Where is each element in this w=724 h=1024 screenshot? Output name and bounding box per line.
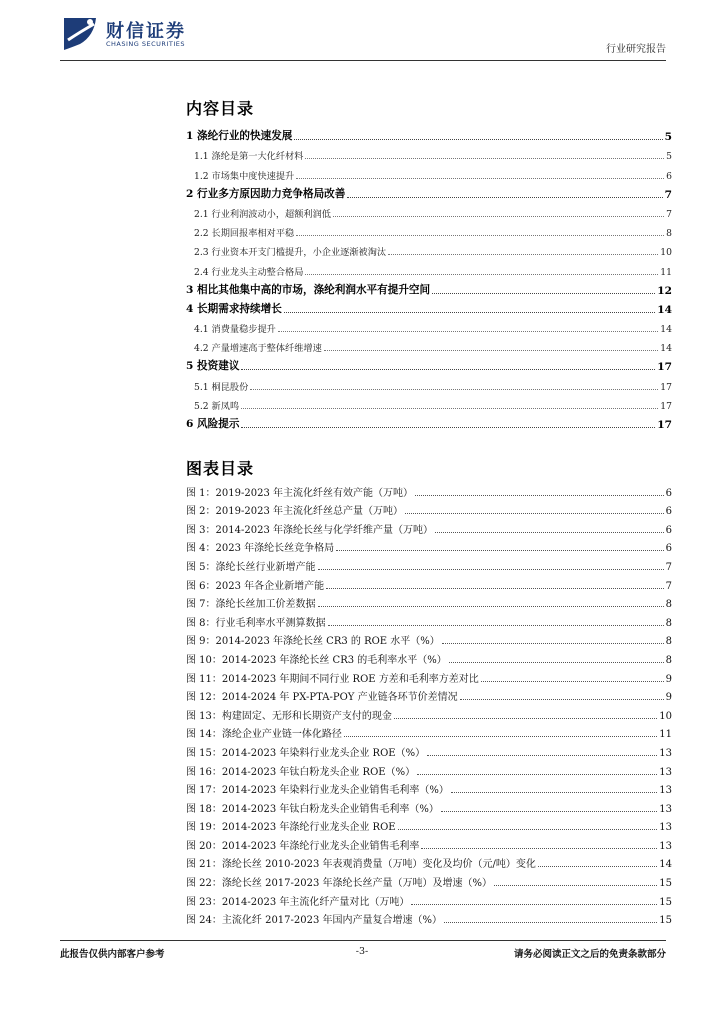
dot-leader (284, 304, 655, 313)
page-header (0, 0, 724, 70)
entry-title: 1.2 市场集中度快速提升 (194, 170, 295, 182)
toc-section-entry[interactable] (186, 143, 672, 162)
company-logo (60, 14, 190, 54)
figure-list-entry[interactable] (186, 908, 672, 927)
toc-chapter-entry[interactable] (186, 182, 672, 201)
entry-page-number: 14 (660, 324, 672, 336)
entry-title: 图 3：2014-2023 年涤纶长丝与化学纤维产量（万吨） (186, 524, 433, 536)
entry-title: 图 10：2014-2023 年涤纶长丝 CR3 的毛利率水平（%） (186, 654, 447, 666)
entry-page-number: 7 (665, 580, 672, 592)
entry-page-number: 8 (665, 617, 672, 629)
dot-leader (444, 914, 657, 923)
entry-title: 2 行业多方原因助力竞争格局改善 (186, 187, 346, 200)
dot-leader (421, 840, 657, 849)
toc-section-entry[interactable] (186, 258, 672, 277)
toc-section-entry[interactable] (186, 393, 672, 412)
dot-leader (460, 691, 664, 700)
toc-section-entry[interactable] (186, 373, 672, 392)
entry-title: 图 14：涤纶企业产业链一体化路径 (186, 729, 342, 741)
entry-page-number: 9 (665, 692, 672, 704)
entry-page-number: 7 (666, 208, 672, 220)
dot-leader (294, 131, 662, 140)
entry-page-number: 13 (659, 822, 672, 834)
figure-list-entry[interactable] (186, 610, 672, 629)
entry-title: 图 9：2014-2023 年涤纶长丝 CR3 的 ROE 水平（%） (186, 636, 440, 648)
dot-leader (296, 170, 664, 179)
entry-title: 1 涤纶行业的快速发展 (186, 130, 293, 143)
entry-page-number: 15 (659, 915, 672, 927)
dot-leader (432, 285, 655, 294)
entry-page-number: 12 (657, 284, 672, 297)
toc-section-entry[interactable] (186, 239, 672, 258)
toc-section-entry[interactable] (186, 201, 672, 220)
toc-section-entry[interactable] (186, 335, 672, 354)
dot-leader (435, 524, 664, 533)
entry-page-number: 8 (666, 228, 672, 240)
footer-divider (60, 940, 666, 941)
entry-page-number: 6 (666, 170, 672, 182)
entry-page-number: 11 (660, 266, 672, 278)
dot-leader (305, 266, 658, 275)
entry-page-number: 13 (659, 803, 672, 815)
entry-page-number: 6 (665, 543, 672, 555)
toc-chapter-entry[interactable] (186, 354, 672, 373)
entry-page-number: 8 (665, 599, 672, 611)
dot-leader (324, 342, 659, 351)
entry-title: 5.1 桐昆股份 (194, 381, 249, 393)
entry-title: 3 相比其他集中高的市场，涤纶利润水平有提升空间 (186, 283, 431, 296)
logo-chinese-name: 财信证券 (106, 21, 186, 42)
entry-title: 2.4 行业龙头主动整合格局 (194, 266, 304, 278)
entry-title: 2.3 行业资本开支门槛提升，小企业逐渐被淘汰 (194, 247, 387, 259)
figure-list-entry[interactable] (186, 536, 672, 555)
entry-title: 图 24：主流化纤 2017-2023 年国内产量复合增速（%） (186, 915, 443, 927)
entry-page-number: 6 (665, 524, 672, 536)
entry-title: 图 16：2014-2023 年钛白粉龙头企业 ROE（%） (186, 766, 416, 778)
dot-leader (481, 673, 664, 682)
entry-page-number: 6 (665, 487, 672, 499)
dot-leader (347, 189, 662, 198)
dot-leader (241, 419, 655, 428)
entry-page-number: 17 (657, 361, 672, 374)
dot-leader (398, 821, 658, 830)
entry-title: 图 1：2019-2023 年主流化纤丝有效产能（万吨） (186, 487, 413, 499)
dot-leader (451, 784, 657, 793)
figure-list-entry[interactable] (186, 852, 672, 871)
entry-title: 4.2 产量增速高于整体纤维增速 (194, 343, 322, 355)
entry-title: 图 8：行业毛利率水平测算数据 (186, 617, 326, 629)
entry-title: 图 13：构建固定、无形和长期资产支付的现金 (186, 710, 392, 722)
entry-title: 图 7：涤纶长丝加工价差数据 (186, 599, 316, 611)
figure-list-entry[interactable] (186, 480, 672, 499)
entry-title: 图 20：2014-2023 年涤纶行业龙头企业销售毛利率 (186, 840, 420, 852)
figure-list-entry[interactable] (186, 685, 672, 704)
entry-title: 图 12：2014-2024 年 PX-PTA-POY 产业链各环节价差情况 (186, 692, 458, 704)
dot-leader (494, 877, 657, 886)
figure-list-entry[interactable] (186, 889, 672, 908)
entry-title: 图 22：涤纶长丝 2017-2023 年涤纶长丝产量（万吨）及增速（%） (186, 878, 493, 890)
entry-page-number: 17 (657, 419, 672, 431)
entry-page-number: 5 (664, 131, 672, 144)
figure-list-entry[interactable] (186, 647, 672, 666)
entry-title: 4.1 消费量稳步提升 (194, 324, 276, 336)
entry-title: 图 5：涤纶长丝行业新增产能 (186, 561, 316, 573)
entry-title: 4 长期需求持续增长 (186, 302, 282, 315)
figure-list-entry[interactable] (186, 815, 672, 834)
entry-title: 图 23：2014-2023 年主流化纤产量对比（万吨） (186, 896, 410, 908)
figure-list-entry[interactable] (186, 666, 672, 685)
entry-page-number: 14 (657, 303, 672, 316)
entry-page-number: 13 (659, 766, 672, 778)
header-divider (60, 60, 666, 61)
dot-leader (538, 858, 657, 867)
entry-page-number: 6 (665, 506, 672, 518)
entry-page-number: 7 (665, 561, 672, 573)
figure-list-entry[interactable] (186, 554, 672, 573)
figure-list-entry[interactable] (186, 703, 672, 722)
toc-section-entry[interactable] (186, 316, 672, 335)
page-number: -3- (355, 946, 369, 957)
entry-title: 图 17：2014-2023 年染料行业龙头企业销售毛利率（%） (186, 785, 449, 797)
figure-list-entry[interactable] (186, 778, 672, 797)
entry-page-number: 11 (659, 729, 672, 741)
dot-leader (417, 766, 657, 775)
figure-list-entry[interactable] (186, 573, 672, 592)
entry-title: 图 15：2014-2023 年染料行业龙头企业 ROE（%） (186, 747, 426, 759)
figure-list-entry[interactable] (186, 499, 672, 518)
figure-list-entry[interactable] (186, 629, 672, 648)
entry-page-number: 8 (665, 636, 672, 648)
entry-title: 图 6：2023 年各企业新增产能 (186, 580, 325, 592)
footer-disclaimer-left: 此报告仅供内部客户参考 (60, 949, 165, 960)
dot-leader (326, 580, 663, 589)
dot-leader (305, 150, 664, 159)
dot-leader (344, 728, 657, 737)
list-of-figures (186, 480, 672, 926)
dot-leader (318, 598, 664, 607)
entry-page-number: 13 (659, 747, 672, 759)
entry-page-number: 8 (665, 654, 672, 666)
figure-list-entry[interactable] (186, 722, 672, 741)
entry-title: 图 4：2023 年涤纶长丝竞争格局 (186, 543, 335, 555)
entry-title: 5 投资建议 (186, 360, 240, 373)
toc-section-entry[interactable] (186, 162, 672, 181)
footer-disclaimer-right: 请务必阅读正文之后的免责条款部分 (513, 949, 666, 960)
figure-list-entry[interactable] (186, 796, 672, 815)
entry-page-number: 15 (659, 896, 672, 908)
dot-leader (388, 246, 658, 255)
entry-page-number: 10 (659, 710, 672, 722)
dot-leader (394, 710, 657, 719)
toc-title: 内容目录 (186, 99, 255, 118)
entry-title: 图 21：涤纶长丝 2010-2023 年表观消费量（万吨）变化及均价（元/吨）变化 (186, 859, 536, 871)
dot-leader (427, 747, 657, 756)
entry-title: 6 风险提示 (186, 418, 240, 430)
entry-title: 图 18：2014-2023 年钛白粉龙头企业销售毛利率（%） (186, 803, 439, 815)
entry-title: 图 11：2014-2023 年期间不同行业 ROE 方差和毛利率方差对比 (186, 673, 479, 685)
entry-title: 5.2 新凤鸣 (194, 400, 240, 412)
document-type-label: 行业研究报告 (606, 44, 666, 55)
dot-leader (442, 635, 664, 644)
table-of-contents (186, 124, 672, 431)
dot-leader (250, 381, 658, 390)
entry-page-number: 9 (665, 673, 672, 685)
dot-leader (241, 400, 658, 409)
figure-list-entry[interactable] (186, 833, 672, 852)
figures-list-title: 图表目录 (186, 459, 255, 478)
dot-leader (415, 487, 664, 496)
dot-leader (328, 617, 664, 626)
toc-section-entry[interactable] (186, 220, 672, 239)
entry-title: 2.2 长期回报率相对平稳 (194, 228, 295, 240)
entry-page-number: 17 (660, 381, 672, 393)
figure-list-entry[interactable] (186, 517, 672, 536)
dot-leader (278, 323, 658, 332)
dot-leader (296, 227, 664, 236)
dot-leader (336, 542, 663, 551)
entry-page-number: 5 (666, 151, 672, 163)
entry-page-number: 17 (660, 400, 672, 412)
company-logo-icon (60, 14, 100, 54)
toc-chapter-entry[interactable] (186, 278, 672, 297)
figure-list-entry[interactable] (186, 592, 672, 611)
entry-page-number: 10 (660, 247, 672, 259)
dot-leader (411, 896, 657, 905)
dot-leader (405, 505, 664, 514)
figure-list-entry[interactable] (186, 759, 672, 778)
dot-leader (318, 561, 664, 570)
figure-list-entry[interactable] (186, 740, 672, 759)
dot-leader (241, 361, 655, 370)
entry-page-number: 14 (659, 859, 672, 871)
entry-page-number: 14 (660, 343, 672, 355)
entry-page-number: 13 (659, 840, 672, 852)
entry-title: 2.1 行业利润波动小，超额利润低 (194, 208, 331, 220)
entry-page-number: 13 (659, 785, 672, 797)
toc-chapter-entry[interactable] (186, 412, 672, 431)
dot-leader (333, 208, 664, 217)
dot-leader (449, 654, 664, 663)
toc-chapter-entry[interactable] (186, 124, 672, 143)
entry-page-number: 7 (664, 188, 672, 201)
dot-leader (441, 803, 657, 812)
entry-title: 图 2：2019-2023 年主流化纤丝总产量（万吨） (186, 506, 403, 518)
toc-chapter-entry[interactable] (186, 297, 672, 316)
logo-english-name: CHASING SECURITIES (106, 40, 185, 48)
entry-page-number: 15 (659, 878, 672, 890)
figure-list-entry[interactable] (186, 870, 672, 889)
entry-title: 图 19：2014-2023 年涤纶行业龙头企业 ROE (186, 822, 396, 834)
entry-title: 1.1 涤纶是第一大化纤材料 (194, 151, 304, 163)
